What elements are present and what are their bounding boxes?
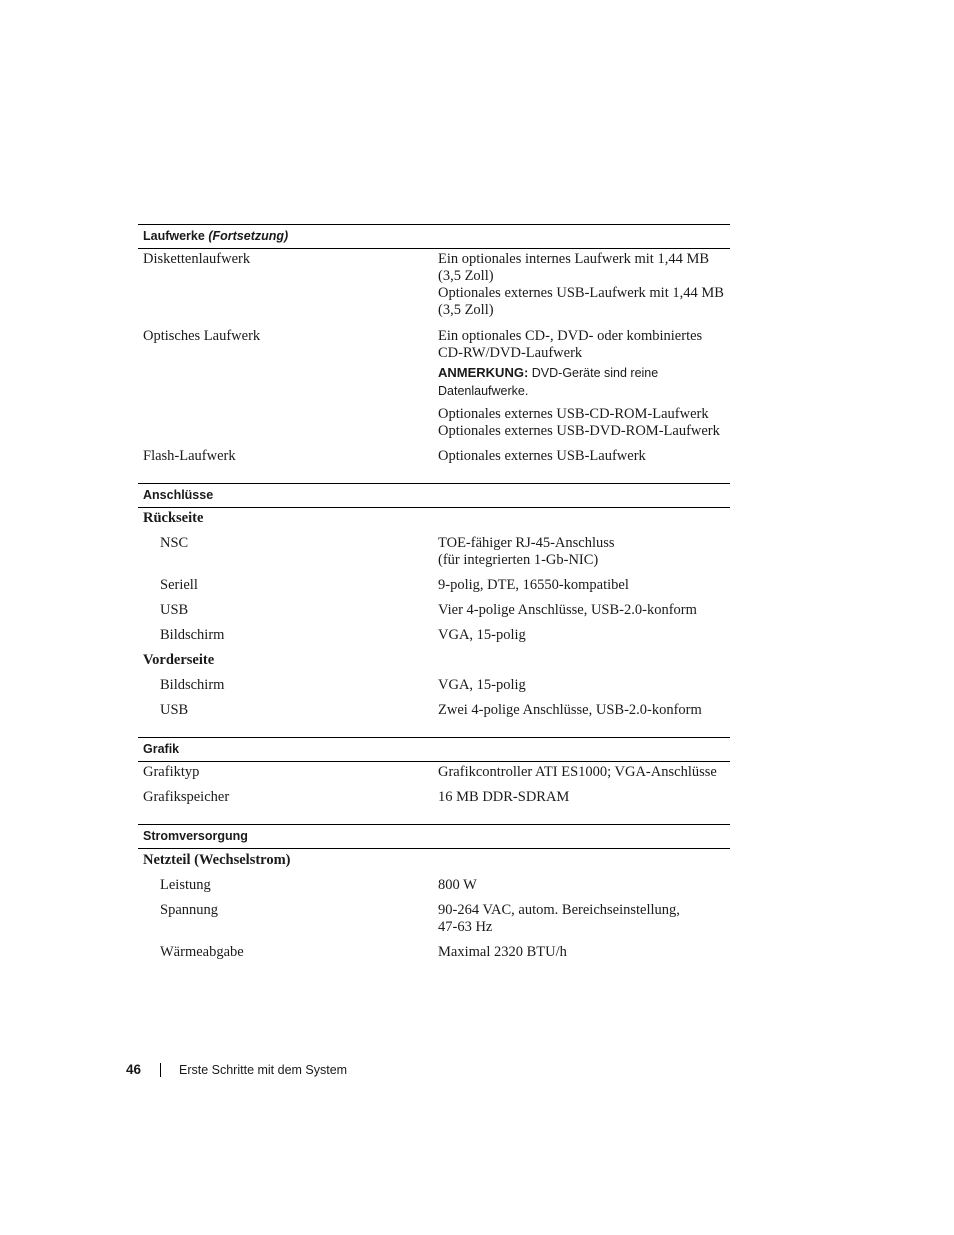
section-header-stromversorgung: Stromversorgung [138, 824, 730, 849]
spec-label: Bildschirm [160, 677, 225, 693]
spec-value: 90-264 VAC, autom. Bereichseinstellung, 47-63 Hz [438, 902, 680, 935]
spec-value: VGA, 15-polig [438, 677, 526, 693]
footer-title: Erste Schritte mit dem System [179, 1063, 348, 1077]
spec-label: Grafikspeicher [143, 789, 230, 805]
spec-label: Grafiktyp [143, 764, 200, 780]
spec-label: Netzteil (Wechselstrom) [143, 852, 291, 868]
note-anmerkung: ANMERKUNG: DVD-Geräte sind reine Datenlaufwerke. [438, 365, 659, 398]
spec-value: Ein optionales CD-, DVD- oder kombiniertes CD-RW/DVD-Laufwerk [438, 328, 703, 361]
spec-label: Rückseite [143, 510, 204, 526]
section-header-anschluesse: Anschlüsse [138, 483, 730, 508]
spec-label: NSC [160, 535, 189, 551]
spec-value: 9-polig, DTE, 16550-kompatibel [438, 577, 629, 593]
spec-value: Zwei 4-polige Anschlüsse, USB-2.0-konform [438, 702, 702, 718]
spec-value: Grafikcontroller ATI ES1000; VGA-Anschlüsse [438, 764, 717, 780]
spec-value: Ein optionales internes Laufwerk mit 1,44 MB (3,5 Zoll) Optionales externes USB-Laufwerk mit 1,44 MB (3,5 Zoll) [438, 251, 724, 318]
spec-label: Spannung [160, 902, 218, 918]
spec-value: Maximal 2320 BTU/h [438, 944, 567, 960]
spec-value: Optionales externes USB-Laufwerk [438, 448, 646, 464]
section-header-grafik: Grafik [138, 737, 730, 762]
spec-value: 16 MB DDR-SDRAM [438, 789, 570, 805]
spec-value: 800 W [438, 877, 477, 893]
spec-label: Flash-Laufwerk [143, 448, 236, 464]
spec-value: TOE-fähiger RJ-45-Anschluss (für integrierten 1-Gb-NIC) [438, 535, 615, 568]
spec-value: Vier 4-polige Anschlüsse, USB-2.0-konform [438, 602, 697, 618]
spec-label: Optisches Laufwerk [143, 328, 261, 344]
spec-label: Bildschirm [160, 627, 225, 643]
section-header-laufwerke: Laufwerke (Fortsetzung) [138, 224, 730, 249]
page-number: 46 [126, 1062, 142, 1077]
spec-label: Diskettenlaufwerk [143, 251, 251, 267]
spec-label: USB [160, 702, 189, 718]
spec-label: Leistung [160, 877, 211, 893]
spec-value: Optionales externes USB-CD-ROM-Laufwerk Optionales externes USB-DVD-ROM-Laufwerk [438, 406, 720, 439]
spec-label: Vorderseite [143, 652, 215, 668]
spec-value: VGA, 15-polig [438, 627, 526, 643]
spec-label: Wärmeabgabe [160, 944, 244, 960]
spec-label: USB [160, 602, 189, 618]
spec-label: Seriell [160, 577, 198, 593]
footer-separator [160, 1063, 161, 1077]
